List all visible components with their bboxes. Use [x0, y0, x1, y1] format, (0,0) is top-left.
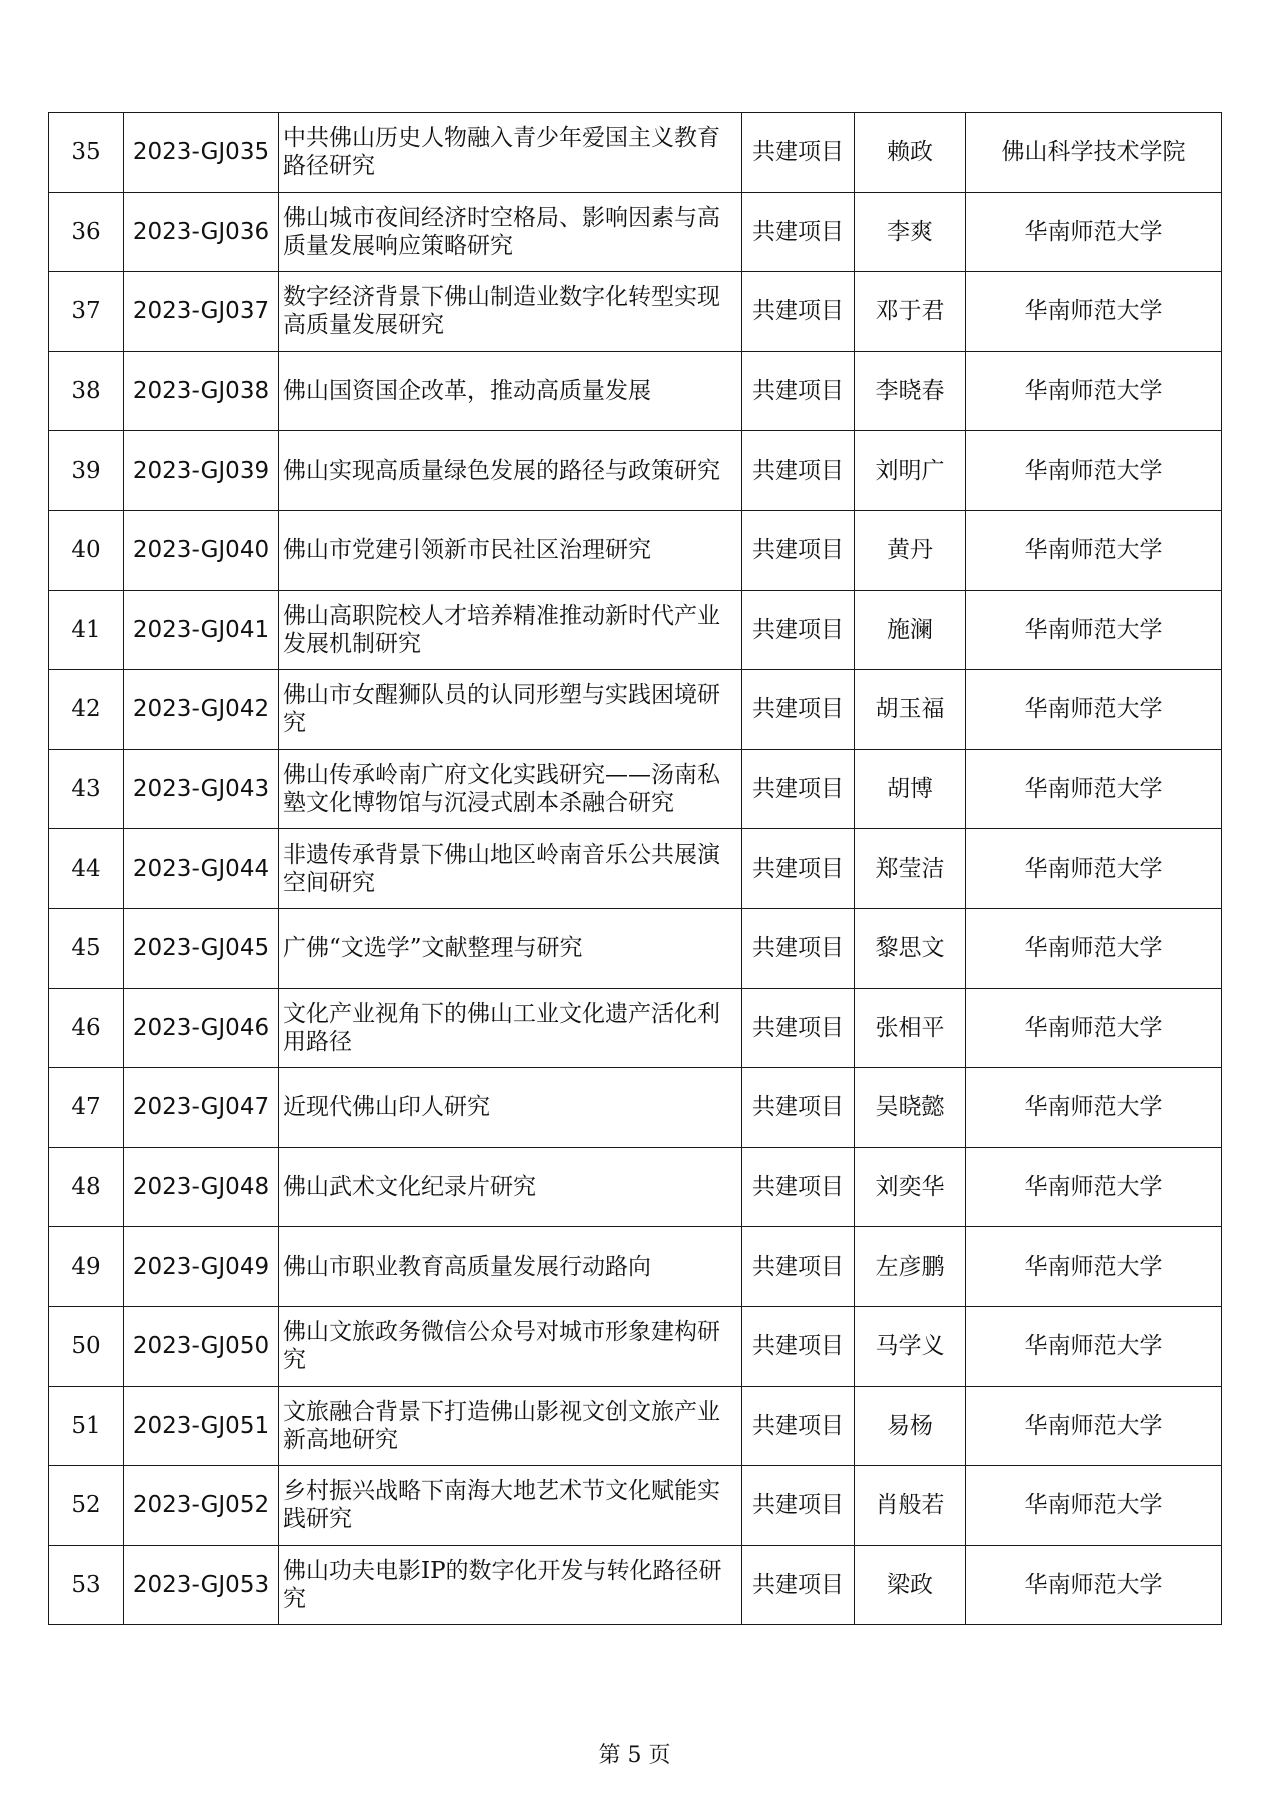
- project-institution: 华南师范大学: [966, 829, 1222, 909]
- project-code: 2023-GJ045: [124, 908, 279, 988]
- page-number: 第 5 页: [598, 1743, 671, 1768]
- project-title: 佛山功夫电影IP的数字化开发与转化路径研究: [279, 1545, 742, 1625]
- project-code: 2023-GJ038: [124, 351, 279, 431]
- project-table-body: [49, 113, 1222, 1625]
- project-title: 佛山传承岭南广府文化实践研究——汤南私塾文化博物馆与沉浸式剧本杀融合研究: [279, 749, 742, 829]
- row-number: 40: [49, 510, 124, 590]
- project-table: [48, 112, 1222, 1625]
- project-title: 佛山城市夜间经济时空格局、影响因素与高质量发展响应策略研究: [279, 192, 742, 272]
- project-type: 共建项目: [742, 829, 855, 909]
- project-type: 共建项目: [742, 908, 855, 988]
- project-leader: 刘明广: [855, 431, 966, 511]
- project-title: 佛山国资国企改革，推动高质量发展: [279, 351, 742, 431]
- project-code: 2023-GJ042: [124, 670, 279, 750]
- project-leader: 马学义: [855, 1306, 966, 1386]
- project-leader: 肖般若: [855, 1466, 966, 1546]
- row-number: 41: [49, 590, 124, 670]
- table-row: [49, 1227, 1222, 1307]
- row-number: 37: [49, 272, 124, 352]
- row-number: 42: [49, 670, 124, 750]
- table-row: [49, 192, 1222, 272]
- project-type: 共建项目: [742, 1227, 855, 1307]
- row-number: 39: [49, 431, 124, 511]
- project-leader: 张相平: [855, 988, 966, 1068]
- table-row: [49, 1306, 1222, 1386]
- table-row: [49, 1068, 1222, 1148]
- project-type: 共建项目: [742, 1466, 855, 1546]
- project-title: 佛山文旅政务微信公众号对城市形象建构研究: [279, 1306, 742, 1386]
- project-leader: 吴晓懿: [855, 1068, 966, 1148]
- project-institution: 华南师范大学: [966, 272, 1222, 352]
- project-code: 2023-GJ051: [124, 1386, 279, 1466]
- project-code: 2023-GJ041: [124, 590, 279, 670]
- project-institution: 华南师范大学: [966, 670, 1222, 750]
- row-number: 47: [49, 1068, 124, 1148]
- project-institution: 华南师范大学: [966, 1227, 1222, 1307]
- project-code: 2023-GJ037: [124, 272, 279, 352]
- row-number: 38: [49, 351, 124, 431]
- project-type: 共建项目: [742, 1545, 855, 1625]
- table-row: [49, 908, 1222, 988]
- project-institution: 华南师范大学: [966, 192, 1222, 272]
- project-code: 2023-GJ053: [124, 1545, 279, 1625]
- row-number: 52: [49, 1466, 124, 1546]
- project-type: 共建项目: [742, 351, 855, 431]
- project-title: 佛山市党建引领新市民社区治理研究: [279, 510, 742, 590]
- project-leader: 郑莹洁: [855, 829, 966, 909]
- project-code: 2023-GJ046: [124, 988, 279, 1068]
- project-code: 2023-GJ040: [124, 510, 279, 590]
- project-leader: 施澜: [855, 590, 966, 670]
- project-title: 文化产业视角下的佛山工业文化遗产活化利用路径: [279, 988, 742, 1068]
- project-title: 广佛“文选学”文献整理与研究: [279, 908, 742, 988]
- table-row: [49, 1466, 1222, 1546]
- table-row: [49, 749, 1222, 829]
- project-leader: 胡玉福: [855, 670, 966, 750]
- project-institution: 华南师范大学: [966, 908, 1222, 988]
- project-type: 共建项目: [742, 1306, 855, 1386]
- project-leader: 邓于君: [855, 272, 966, 352]
- project-code: 2023-GJ039: [124, 431, 279, 511]
- project-institution: 华南师范大学: [966, 988, 1222, 1068]
- project-title: 数字经济背景下佛山制造业数字化转型实现高质量发展研究: [279, 272, 742, 352]
- project-institution: 华南师范大学: [966, 510, 1222, 590]
- project-institution: 华南师范大学: [966, 1386, 1222, 1466]
- project-title: 佛山市女醒狮队员的认同形塑与实践困境研究: [279, 670, 742, 750]
- project-institution: 华南师范大学: [966, 1147, 1222, 1227]
- project-title: 近现代佛山印人研究: [279, 1068, 742, 1148]
- project-code: 2023-GJ050: [124, 1306, 279, 1386]
- project-institution: 佛山科学技术学院: [966, 113, 1222, 193]
- project-leader: 刘奕华: [855, 1147, 966, 1227]
- row-number: 35: [49, 113, 124, 193]
- row-number: 48: [49, 1147, 124, 1227]
- project-title: 中共佛山历史人物融入青少年爱国主义教育路径研究: [279, 113, 742, 193]
- project-title: 佛山高职院校人才培养精准推动新时代产业发展机制研究: [279, 590, 742, 670]
- table-row: [49, 670, 1222, 750]
- table-row: [49, 829, 1222, 909]
- project-institution: 华南师范大学: [966, 749, 1222, 829]
- row-number: 44: [49, 829, 124, 909]
- project-title: 文旅融合背景下打造佛山影视文创文旅产业新高地研究: [279, 1386, 742, 1466]
- table-row: [49, 431, 1222, 511]
- project-code: 2023-GJ049: [124, 1227, 279, 1307]
- project-title: 非遗传承背景下佛山地区岭南音乐公共展演空间研究: [279, 829, 742, 909]
- table-row: [49, 113, 1222, 193]
- project-institution: 华南师范大学: [966, 1306, 1222, 1386]
- project-institution: 华南师范大学: [966, 590, 1222, 670]
- project-type: 共建项目: [742, 1147, 855, 1227]
- project-leader: 易杨: [855, 1386, 966, 1466]
- project-type: 共建项目: [742, 590, 855, 670]
- project-title: 佛山市职业教育高质量发展行动路向: [279, 1227, 742, 1307]
- table-row: [49, 510, 1222, 590]
- table-row: [49, 272, 1222, 352]
- project-type: 共建项目: [742, 272, 855, 352]
- project-type: 共建项目: [742, 510, 855, 590]
- project-code: 2023-GJ047: [124, 1068, 279, 1148]
- project-type: 共建项目: [742, 749, 855, 829]
- row-number: 45: [49, 908, 124, 988]
- project-code: 2023-GJ043: [124, 749, 279, 829]
- table-row: [49, 1545, 1222, 1625]
- project-leader: 梁政: [855, 1545, 966, 1625]
- row-number: 43: [49, 749, 124, 829]
- project-institution: 华南师范大学: [966, 1466, 1222, 1546]
- project-title: 佛山武术文化纪录片研究: [279, 1147, 742, 1227]
- project-type: 共建项目: [742, 192, 855, 272]
- project-type: 共建项目: [742, 113, 855, 193]
- project-leader: 李晓春: [855, 351, 966, 431]
- project-institution: 华南师范大学: [966, 431, 1222, 511]
- project-leader: 赖政: [855, 113, 966, 193]
- table-row: [49, 988, 1222, 1068]
- table-row: [49, 351, 1222, 431]
- project-leader: 胡博: [855, 749, 966, 829]
- project-code: 2023-GJ036: [124, 192, 279, 272]
- project-code: 2023-GJ035: [124, 113, 279, 193]
- project-institution: 华南师范大学: [966, 1068, 1222, 1148]
- row-number: 49: [49, 1227, 124, 1307]
- project-type: 共建项目: [742, 670, 855, 750]
- row-number: 53: [49, 1545, 124, 1625]
- project-leader: 左彦鹏: [855, 1227, 966, 1307]
- row-number: 50: [49, 1306, 124, 1386]
- project-type: 共建项目: [742, 988, 855, 1068]
- table-row: [49, 590, 1222, 670]
- project-leader: 黄丹: [855, 510, 966, 590]
- project-leader: 李爽: [855, 192, 966, 272]
- row-number: 36: [49, 192, 124, 272]
- table-row: [49, 1147, 1222, 1227]
- row-number: 46: [49, 988, 124, 1068]
- project-title: 佛山实现高质量绿色发展的路径与政策研究: [279, 431, 742, 511]
- project-title: 乡村振兴战略下南海大地艺术节文化赋能实践研究: [279, 1466, 742, 1546]
- project-type: 共建项目: [742, 1386, 855, 1466]
- project-institution: 华南师范大学: [966, 1545, 1222, 1625]
- project-code: 2023-GJ048: [124, 1147, 279, 1227]
- table-row: [49, 1386, 1222, 1466]
- row-number: 51: [49, 1386, 124, 1466]
- project-type: 共建项目: [742, 1068, 855, 1148]
- project-code: 2023-GJ052: [124, 1466, 279, 1546]
- project-institution: 华南师范大学: [966, 351, 1222, 431]
- project-leader: 黎思文: [855, 908, 966, 988]
- project-type: 共建项目: [742, 431, 855, 511]
- project-code: 2023-GJ044: [124, 829, 279, 909]
